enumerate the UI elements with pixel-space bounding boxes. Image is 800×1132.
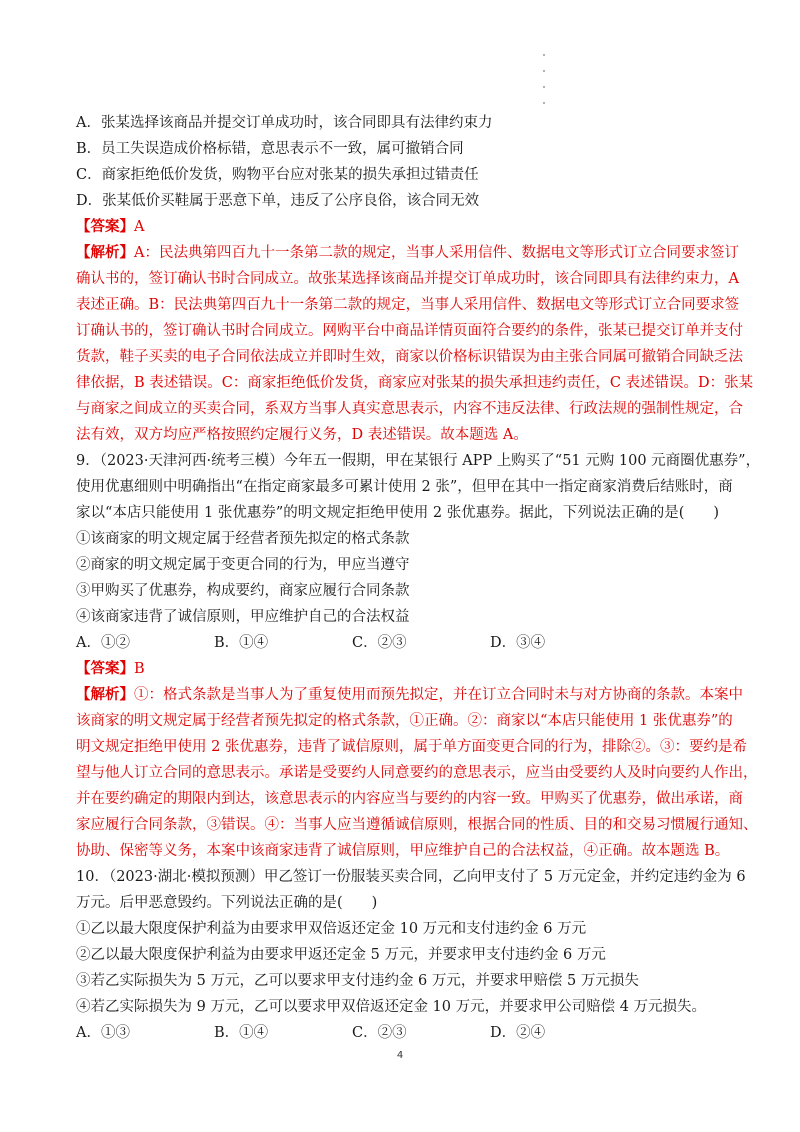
page-content xyxy=(76,110,761,1046)
analysis-line: 货款，鞋子买卖的电子合同依法成立并即时生效，商家以价格标识错误为由主张合同属可撤销合同缺乏法 xyxy=(76,349,743,365)
q9-choice-c: C．②③ xyxy=(352,635,407,651)
analysis-tag: 【解析】 xyxy=(76,244,134,261)
q10-choice-b: B．①④ xyxy=(214,1025,269,1041)
analysis-line: 法有效，双方均应严格按照约定履行义务，D 表述错误。故本题选 A。 xyxy=(76,427,528,443)
q8-option-a: A．张某选择该商品并提交订单成功时，该合同即具有法律约束力 xyxy=(76,115,493,131)
q10-choices xyxy=(76,1020,716,1046)
analysis-line: 订确认书的，签订确认书时合同成立。网购平台中商品详情页面符合要约的条件，张某已提交订单并支付 xyxy=(76,323,743,339)
analysis-line: 【解析】①：格式条款是当事人为了重复使用而预先拟定，并在订立合同时未与对方协商的条款。本案中 xyxy=(76,686,743,703)
analysis-line: 【解析】A：民法典第四百九十一条第二款的规定，当事人采用信件、数据电文等形式订立合同要求签订 xyxy=(76,244,739,261)
q10-choice-c: C．②③ xyxy=(352,1025,407,1041)
page-number: 4 xyxy=(396,1050,404,1061)
q9-answer xyxy=(76,656,716,682)
q9-statement-2: ②商家的明文规定属于变更合同的行为，甲应当遵守 xyxy=(76,557,410,573)
answer-value: A xyxy=(134,219,145,235)
q9-analysis xyxy=(76,682,758,864)
stem-line: 10．（2023·湖北·模拟预测）甲乙签订一份服装买卖合同，乙向甲支付了 5 万元定金，并约定违约金为 6 xyxy=(76,869,746,885)
q9-choice-d: D．③④ xyxy=(490,635,546,651)
analysis-line: 表述正确。B：民法典第四百九十一条第二款的规定，当事人采用信件、数据电文等形式订立合同要求签 xyxy=(76,297,740,313)
analysis-line: 并在要约确定的期限内到达，该意思表示的内容应当与要约的内容一致。甲购买了优惠券，做出承诺，商 xyxy=(76,791,743,807)
analysis-tag: 【解析】 xyxy=(76,686,134,703)
stem-line: 9．（2023·天津河西·统考三模）今年五一假期，甲在某银行 APP 上购买了“51 元购 100 元商圈优惠券”， xyxy=(76,453,761,469)
q9-choice-a: A．①② xyxy=(76,635,130,651)
q9-choice-b: B．①④ xyxy=(214,635,269,651)
q8-analysis xyxy=(76,240,754,448)
analysis-line: 家应履行合同条款，③错误。④：当事人应当遵循诚信原则，根据合同的性质、目的和交易习惯履行通知、 xyxy=(76,817,758,833)
decorative-dots xyxy=(543,54,547,118)
answer-value: B xyxy=(134,661,145,677)
stem-line: 万元。后甲恶意毁约。下列说法正确的是( ) xyxy=(76,895,378,911)
analysis-line: 明文规定拒绝甲使用 2 张优惠券，违背了诚信原则，属于单方面变更合同的行为，排除②。③：要约是希 xyxy=(76,739,747,755)
q8-option-c: C．商家拒绝低价发货，购物平台应对张某的损失承担过错责任 xyxy=(76,167,479,183)
q10-choice-d: D．②④ xyxy=(490,1025,546,1041)
q10-statement-4: ④若乙实际损失为 9 万元，乙可以要求甲双倍返还定金 10 万元，并要求甲公司赔偿 4 万元损失。 xyxy=(76,999,707,1015)
q10-statement-2: ②乙以最大限度保护利益为由要求甲返还定金 5 万元，并要求甲支付违约金 6 万元 xyxy=(76,947,606,963)
q9-stem xyxy=(76,448,761,526)
q8-option-d: D．张某低价买鞋属于恶意下单，违反了公序良俗，该合同无效 xyxy=(76,193,480,209)
q8-option-b: B．员工失误造成价格标错，意思表示不一致，属可撤销合同 xyxy=(76,141,464,157)
q10-choice-a: A．①③ xyxy=(76,1025,130,1041)
q10-statement-3: ③若乙实际损失为 5 万元，乙可以要求甲支付违约金 6 万元，并要求甲赔偿 5 万元损失 xyxy=(76,973,639,989)
q9-statement-3: ③甲购买了优惠券，构成要约，商家应履行合同条款 xyxy=(76,583,410,599)
stem-line: 家以“本店只能使用 1 张优惠券”的明文规定拒绝甲使用 2 张优惠券。据此，下列说法正确的是( ) xyxy=(76,505,720,521)
analysis-line: 与商家之间成立的买卖合同，系双方当事人真实意思表示，内容不违反法律、行政法规的强制性规定，合 xyxy=(76,401,743,417)
q9-choices xyxy=(76,630,716,656)
q10-statement-1: ①乙以最大限度保护利益为由要求甲双倍返还定金 10 万元和支付违约金 6 万元 xyxy=(76,921,587,937)
analysis-line: 望与他人订立合同的意思表示。承诺是受要约人同意要约的意思表示，应当由受要约人及时向要约人作出， xyxy=(76,765,758,781)
q9-statement-4: ④该商家违背了诚信原则，甲应维护自己的合法权益 xyxy=(76,609,410,625)
stem-line: 使用优惠细则中明确指出“在指定商家最多可累计使用 2 张”，但甲在其中一指定商家消费后结账时，商 xyxy=(76,479,733,495)
analysis-line: 律依据，B 表述错误。C：商家拒绝低价发货，商家应对张某的损失承担违约责任，C 表述错误。D：张某 xyxy=(76,375,754,391)
answer-tag: 【答案】 xyxy=(76,660,134,677)
q9-statement-1: ①该商家的明文规定属于经营者预先拟定的格式条款 xyxy=(76,531,410,547)
analysis-line: 协助、保密等义务，本案中该商家违背了诚信原则，甲应维护自己的合法权益，④正确。故本题选 B。 xyxy=(76,843,730,859)
answer-tag: 【答案】 xyxy=(76,218,134,235)
q8-answer xyxy=(76,214,716,240)
q10-stem xyxy=(76,864,746,916)
analysis-line: 确认书的，签订确认书时合同成立。故张某选择该商品并提交订单成功时，该合同即具有法律约束力，A xyxy=(76,271,739,287)
analysis-line: 该商家的明文规定属于经营者预先拟定的格式条款，①正确。②：商家以“本店只能使用 1 张优惠券”的 xyxy=(76,713,733,729)
